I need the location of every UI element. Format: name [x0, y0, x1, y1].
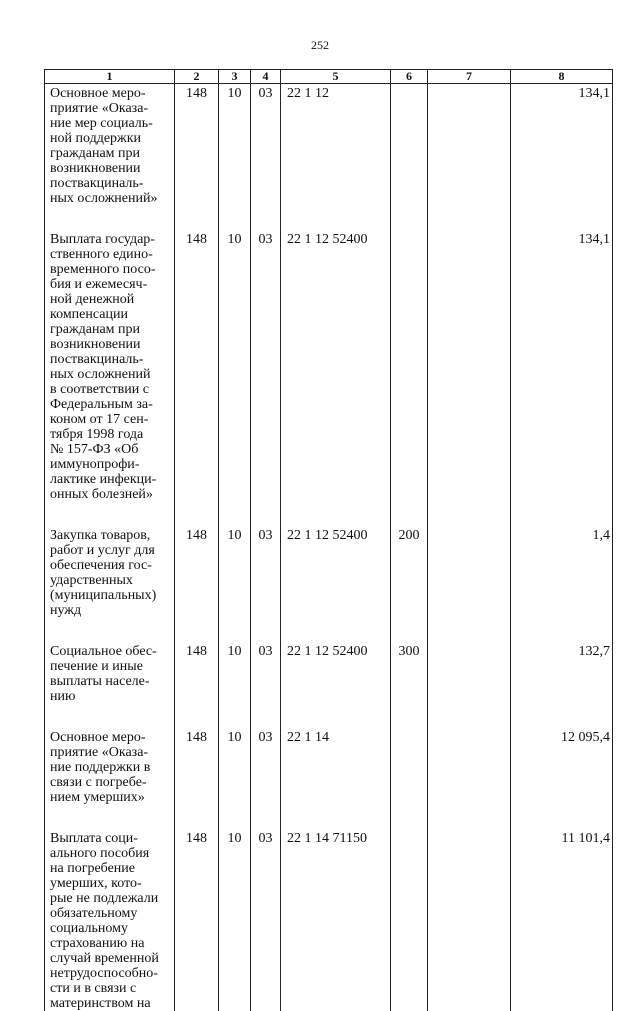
cell-expense-type: [391, 230, 428, 502]
page-number: 252: [311, 38, 329, 52]
cell-admin-code: 148: [175, 230, 219, 502]
row-spacer: [45, 805, 613, 829]
table-row: [45, 526, 613, 618]
cell-target-article: 22 1 14 71150: [281, 829, 391, 1011]
cell-section: 10: [219, 728, 251, 805]
cell-subsection: 03: [251, 230, 281, 502]
cell-admin-code: 148: [175, 526, 219, 618]
column-header-7: 7: [428, 70, 511, 84]
column-header-8: 8: [511, 70, 613, 84]
cell-admin-code: 148: [175, 84, 219, 207]
cell-column-7: [428, 526, 511, 618]
row-spacer: [45, 206, 613, 230]
budget-table-wrapper: [44, 69, 613, 1011]
cell-column-7: [428, 829, 511, 1011]
cell-target-article: 22 1 14: [281, 728, 391, 805]
cell-target-article: 22 1 12 52400: [281, 642, 391, 704]
column-header-3: 3: [219, 70, 251, 84]
column-header-4: 4: [251, 70, 281, 84]
table-row: [45, 728, 613, 805]
cell-expense-type: [391, 728, 428, 805]
cell-expense-type: [391, 829, 428, 1011]
row-description: Основное меро- приятие «Оказа- ние поддержки в связи с погребе- нием умерших»: [45, 728, 175, 805]
row-spacer: [45, 618, 613, 642]
cell-expense-type: 300: [391, 642, 428, 704]
table-row: [45, 230, 613, 502]
row-description: Выплата государ- ственного едино- временного посо- бия и ежемесяч- ной денежной компенсации гражданам при возникновении поствакциналь- ных осложнений в соответствии с Федеральным за- коном от 17 сен- тября 1998 года № 157-ФЗ «Об иммунопрофи- лактике инфекци- онных болезней»: [45, 230, 175, 502]
table-row: [45, 829, 613, 1011]
cell-amount: 11 101,4: [511, 829, 613, 1011]
cell-amount: 134,1: [511, 84, 613, 207]
row-spacer: [45, 704, 613, 728]
cell-target-article: 22 1 12 52400: [281, 230, 391, 502]
cell-amount: 12 095,4: [511, 728, 613, 805]
cell-target-article: 22 1 12 52400: [281, 526, 391, 618]
table-header-row: [45, 70, 613, 84]
cell-subsection: 03: [251, 642, 281, 704]
cell-section: 10: [219, 230, 251, 502]
cell-subsection: 03: [251, 526, 281, 618]
cell-section: 10: [219, 829, 251, 1011]
cell-amount: 1,4: [511, 526, 613, 618]
budget-table: [44, 69, 613, 1011]
table-row: [45, 642, 613, 704]
cell-column-7: [428, 728, 511, 805]
cell-column-7: [428, 642, 511, 704]
cell-admin-code: 148: [175, 728, 219, 805]
cell-subsection: 03: [251, 829, 281, 1011]
row-description: Социальное обес- печение и иные выплаты населе- нию: [45, 642, 175, 704]
cell-section: 10: [219, 84, 251, 207]
column-header-2: 2: [175, 70, 219, 84]
cell-subsection: 03: [251, 84, 281, 207]
cell-amount: 134,1: [511, 230, 613, 502]
cell-subsection: 03: [251, 728, 281, 805]
column-header-1: 1: [45, 70, 175, 84]
cell-admin-code: 148: [175, 829, 219, 1011]
row-description: Основное меро- приятие «Оказа- ние мер социаль- ной поддержки гражданам при возникновении поствакциналь- ных осложнений»: [45, 84, 175, 207]
cell-section: 10: [219, 526, 251, 618]
cell-column-7: [428, 230, 511, 502]
row-description: Выплата соци- ального пособия на погребение умерших, кото- рые не подлежали обязательному социальному страхованию на случай временной нетрудоспособно- сти и в связи с материнством на: [45, 829, 175, 1011]
column-header-5: 5: [281, 70, 391, 84]
row-spacer: [45, 502, 613, 526]
cell-expense-type: [391, 84, 428, 207]
cell-expense-type: 200: [391, 526, 428, 618]
cell-column-7: [428, 84, 511, 207]
cell-section: 10: [219, 642, 251, 704]
column-header-6: 6: [391, 70, 428, 84]
row-description: Закупка товаров, работ и услуг для обеспечения гос- ударственных (муниципальных) нужд: [45, 526, 175, 618]
cell-target-article: 22 1 12: [281, 84, 391, 207]
table-row: [45, 84, 613, 207]
cell-admin-code: 148: [175, 642, 219, 704]
cell-amount: 132,7: [511, 642, 613, 704]
